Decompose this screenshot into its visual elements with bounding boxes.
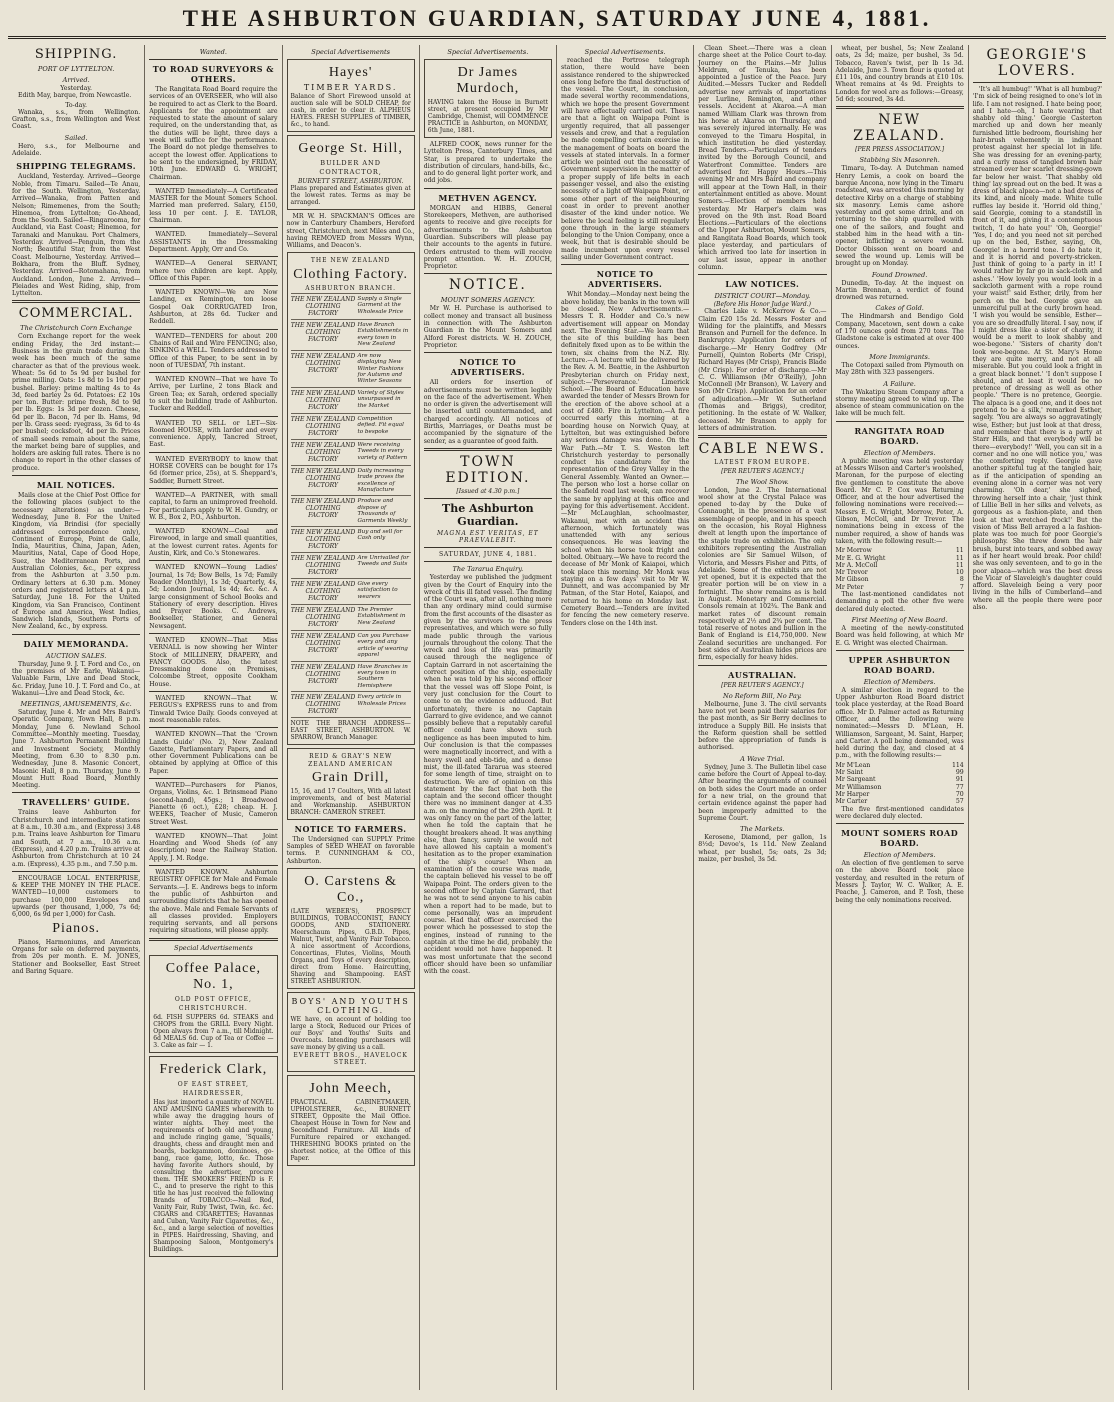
hill-title: George St. Hill, [298,141,403,156]
drill-title: Grain Drill, [311,769,390,785]
vote-row: Mr Sargeant 91 [835,776,964,784]
factory-row: THE NEW ZEALAND CLOTHING FACTORY Have Branch Establishments in every town in New Zealand [291,319,411,350]
hayes-ad [287,59,415,132]
mail-title: MAIL NOTICES. [36,480,116,491]
vote-row: Mr Trevor 10 [835,569,964,577]
press-label: [PER PRESS ASSOCIATION.] [855,146,945,154]
vote-row: Mr M'Lean 114 [835,761,964,769]
law-text: Charles Lake v. McKerrow & Co.—Claim £20 15s 2d. Messrs Foster and Wilding for the plaintiffs, and Messrs Branson and Purnell for the defence. In Bankruptcy. Application for orders of discharge.—Mr Henry Godfrey (Mr Purnell), Quinton Roberts (Mr Crisp), Richard Hayes (Mr Crisp), Francis Blade (Mr Crisp). For order of discharge.—Mr C. C. Williamson (Mr O'Reilly), John McConnell (Mr Branson), W. Lavery and Son (Mr Crisp). Application for an order of adjudication.—Mr W. Sutherland (Thomas and Briggs), creditor, petitioning. In the estate of W. Walker, deceased. Mr Branson to apply for letters of administration. [698,308,827,432]
wanted-ad-10: WANTED KNOWN—Coal and Firewood, in large and small quantities, at the lowest current rates. Agents for Austin, Kirk, and Co.'s Stonewares. [149,528,278,558]
special-title-col3: Special Advertisements [311,48,391,56]
travellers-title: TRAVELLERS' GUIDE. [22,797,131,808]
vote-row: Mr Peter 7 [835,583,964,591]
wanted-ad-15: WANTED—Purchasers for Pianos, Organs, Violins, &c. 1 Brinsmead Piano (second-hand), 45gs.; 1 Broadwood Pianette (6 oct.), £28; cheap. H. J. WEEKS, Teacher of Music, Cameron Street West. [149,782,278,826]
stabbing-text: Timaru, To-day. A Dutchman named Henry Lemis, a cook on board the barque Ancona, now lying in the Timaru roadstead, was arrested this morning by detective Kirby on a charge of stabbing six masonry. Lemis came ashore yesterday and got some drink, and on returning to the ship quarrelled with one of the sailors, and fought and stabbed him in the head with a tin-opener, inflicting a severe wound. Doctor Obisson went on board and sewed the wound up. Lemis will be brought up on Monday. [835,165,964,268]
arrived-today-text: Wanaka, s.s., from Wellington. Grafton, s.s., from Wellington and West Coast. [12,108,141,131]
notice-title: NOTICE. [448,277,527,294]
rangitata-election: Election of Members. [863,448,936,457]
surveyors-text: The Rangitata Road Board require the services of an OVERSEER, who will also be required to act as Clerk to the Board. Applicants for the appointment are requested to state the amount of salary required, on the understanding that, as the duties will be light, three days a week will suffice for the performance. The Board do not pledge themselves to accept the lowest offer. Applications to be sent to the undersigned, by FRIDAY, 10th June. EDWARD G. WRIGHT, Chairman. [149,86,278,181]
hill-addr: BURNETT STREET, ASHBURTON. [298,178,404,185]
rangitata-text: A public meeting was held yesterday at Messrs Wilson and Carter's woolshed, Maronan, for the purpose of electing five gentlemen to constitute the above Board. Mr C. P. Cox was Returning Officer, and at the hour advertised the following nominations were received:—Messrs E. G. Wright, Morrow, Peter, A. Gibson, McColl, and Dr Trevor. The nominations being in excess of the number required, a show of hands was taken, with the following result:— [835,457,964,545]
gold-text: The Hindmarsh and Bendigo Gold Company, Macetown, sent down a cake of 170 ounces gold from 270 tons. The Gladstone cake is estimated at over 400 ounces. [835,313,964,350]
vote-row: Mr E. G. Wright 11 [835,554,964,562]
mount-election: Election of Members. [863,851,936,860]
issue-date: SATURDAY, JUNE 4, 1881. [439,550,537,558]
methven-title: METHVEN AGENCY. [438,192,538,203]
wool-title: The Wool Show. [735,477,789,486]
wanted-ad-3: WANTED—A General SERVANT, where two children are kept. Apply, Office of this Paper. [149,260,278,282]
local-title: NOTICE TO ADVERTISERS. [587,269,663,290]
factory-row: THE NEW ZEALAND CLOTHING FACTORY Were receiving Tweeds in every variety of Pattern [291,439,411,465]
wool-text: London, June 2. The International wool show at the Crystal Palace was opened to-day by the Duke of Connaught, in the presence of a vast assemblage of people, and in his speech on the occasion, his Royal Highness dwelt at length upon the importance of the staple trade on exhibition. The only exhibitors representing the Australian colonies are Sir Samuel Wilson, of Victoria, and Messrs Fisher and Pitts, of Adelaide. Some of the exhibits are not yet opened, but it is expected that the greater portion will be on view in a fortnight. The show remains as is held in August. Monetary and Commercial. Consols remain at 102¾. The Bank and market rates of discount remain respectively at 2½ and 2¾ per cent. The total reserve of notes and bullion in the Bank of England is £14,750,000. New Zealand securities are unchanged. For best sides of Australian hides prices are firm, especially for heavy hides. [698,486,827,662]
vote-row: Mr Saint 99 [835,769,964,777]
georgie-text: 'It's all humbug!' 'What is all humbug?' 'I'm sick of being resigned to one's lot in life. I am not resigned. I hate being poor, and I hate—oh, I hate wearing that shabby old thing.' Georgie Casterton marched up and down her meanly furnished little bedroom, flourishing her hair-brush vehemently in indignant protest against her special lot in life. She was dressing for an evening-party, and a curly mass of tangled brown hair streamed over her scarlet dressing-gown far below her waist. 'That shabby old thing' lay spread out on the bed. It was a dress of black alpaca—not a bad dress of its kind, and nicely made. White tulle ruffles lay beside it. 'Horrid old thing,' said Georgie, coming to a standstill in front of it, and giving it a contemptuous twitch, 'I do hate you!' 'Oh, Georgie!' 'Yes, I do; and you need not sit perched up on the bed, Esther, saying, Oh, Georgie! in a horrid tone. I do hate it, and it is horrid and poverty-stricken. Just think of going to a party in it! I would rather by far go in sack-cloth and ashes.' 'How lovely you would look in a sackcloth garment with a rope round your waist!' said Esther, drily, from her perch on the bed. Georgie gave an unmerciful pull at the curly brown head. 'I wish you would be sensible, Esther—you are so dreadfully literal. I say, now, if I might dress like a sister of charity, it would be a merit to look shabby and woe-begone.' 'Sisters of charity don't look woe-begone. At St. Mary's Home they are quite merry, and not at all miserable. But you could look a fright in a great black bonnet.' 'I don't suppose I should, and at least it would be no pretence of dressing as well as other people.' 'There is no pretence, Georgie. The alpaca is a good one, and it does not pretend to be a silk,' remarked Esther, sagely. 'You are always so aggravatingly wise, Esther; but just look at that dress, and remember that there is a party at Starr Hills, and that everybody will be there—everybody!' 'Well, you can sit in a corner and no one will notice you,' was the comforting reply. Georgie gave another spiteful tug at the tangled hair, as if the anticipation of spending an evening alone in a corner was not very charming. 'Oh dear,' she sighed, throwing herself into a chair, 'just think of Lillie Bell in her silks and velvets, as gorgeous as a fashion-plate, and then look at that wretched frock!' But the vision of Miss Bell arrayed a la fashion-plate was too much for poor Georgie's philosophy. She threw down the hair brush, burst into tears, and sobbed away as if her heart would break. Poor child! she was only seventeen, and to go in the poor alpaca—which was the best dress the Vicar of Slaveleigh's daughter could afford. Slaveleigh being a very poor living in the hills of Cumberland—and where all the people there were poor also. [972,86,1103,612]
upper-votes [836,762,964,806]
wanted-title: Wanted. [199,48,227,56]
rangitata-after: The last-mentioned candidates not demanding a poll the other five were declared duly elected. [835,591,964,613]
wanted-ad-6: WANTED KNOWN—That we have To Arrive, per Lurline, 2 tons Black and Green Tea; ex Sarah, ordered specially to suit the building trade of Ashburton. Tucker and Reddell. [149,376,278,413]
clark-title: Frederick Clark, [159,1061,268,1077]
columns [8,45,1106,1390]
farmers-title: NOTICE TO FARMERS. [294,823,407,834]
carstens-title: O. Carstens & Co., [304,874,397,906]
port-title: PORT OF LYTTELTON. [37,65,115,73]
advertisers-text: All orders for insertion of advertisements must be written legibly on the face of the advertisement. When no order is given the advertisement will be inserted until countermanded, and charged accordingly. All notices of Births, Marriages, or Deaths must be accompanied by the signature of the sender, as a guarantee of good faith. [423,379,552,445]
factory-row: THE NEW ZEALAND CLOTHING FACTORY The Premier Establishment in New Zealand [291,604,411,630]
found-text: Dunedin, To-day. At the inquest on Martin Brennan, a verdict of found drowned was returned. [835,279,964,302]
agency-label: [PER REUTER'S AGENCY.] [721,681,804,689]
auction-title: AUCTION SALES. [45,651,107,660]
factory-row: THE NEW ZEALAND CLOTHING FACTORY Give every satisfaction to wearers [291,578,411,604]
travellers-text: Trains leave Ashburton for Christchurch and intermediate stations at 8 a.m., 10.30 a.m., and (Express) 3.48 p.m. Trains leave Ashburton for Timaru and South, at 7 a.m., 10.36 a.m. (Express), and 4.20 p.m. Trains arrive at Ashburton from Christchurch at 10 24 a.m. (Express), 4.35 p.m., and 7.50 p.m. [12,809,141,868]
wanted-ad-17: WANTED KNOWN. Ashburton REGISTRY OFFICE for Male and Female Servants.—J. E. Andrews begs to inform the public of Ashburton and surrounding districts that he has opened the above. Male and Female Servants of all classes provided. Employers requiring servants, and all persons requiring situations, will please apply. [149,869,278,935]
wanted-ad-2: WANTED. Immediately—Several ASSISTANTS in the Dressmaking Department. Apply, Orr and Co. [149,231,278,253]
wanted-ad-5: WANTED—TENDERS for about 200 Chains of Rail and Wire FENCING; also, SINKING a WELL. Tenders addressed to Office of this Paper, to be sent in by noon of TUESDAY, 7th instant. [149,332,278,369]
vote-row: Mr Harper 70 [835,790,964,798]
meech-ad [287,1075,415,1166]
carstens-text: (LATE WEBER'S), PROSPECT BUILDINGS, TOBACCONIST, FANCY GOODS, AND STATIONERY. Meerschaum Pipes, G.B.D. Pipes, Walnut, Twist, and Vanity Fair Tobacco. A nice assortment of Accordions, Concertinas, Flutes, Violins, Mouth Organs, and Toys of every description, direct from Home. Haircutting, Shaving and Shampooing. EAST STREET ASHBURTON. [290,908,411,986]
hayes-sub: TIMBER YARDS. [303,83,398,92]
mount-somers-agency: MOUNT SOMERS AGENCY. [440,296,536,305]
district-title: DISTRICT COURT—Monday. [714,292,811,301]
boys-title: BOYS' AND YOUTHS CLOTHING. [291,997,410,1016]
rangitata-title: RANGITATA ROAD BOARD. [854,425,945,446]
carstens-ad [287,868,415,989]
motto: MAGNA EST VERITAS, ET PRAEVALEBIT. [436,529,539,544]
daily-title: DAILY MEMORANDA. [23,638,129,649]
today-label: To-day. [65,101,87,109]
wanted-ad-13: WANTED KNOWN—That W. FERGUS's EXPRESS runs to and from Tinwald Twice Daily. Goods conveyed at most reasonable rates. [149,695,278,724]
column-6 [694,45,831,1390]
clothing-factory-ad [287,252,415,745]
vote-row: Mr Morrow 11 [835,547,964,555]
factory-row: THE NEW ZEALAND CLOTHING FACTORY Competition defied. Fit equal to bespoke [291,413,411,439]
murdoch-ad [424,59,552,138]
column-1 [8,45,145,1390]
factory-row: THE NEW ZEALAND CLOTHING FACTORY Are now displaying New Winter Fashions for Autumn and Winter Seasons [291,350,411,387]
coffee-title: Coffee Palace, No. 1, [165,960,262,992]
wanted-ad-14: WANTED KNOWN—That the 'Crown Lands Guide' (No. 2), New Zealand Gazette, Parliamentary Papers, and all other Government Publications can be obtained by applying at Office of this Paper. [149,731,278,775]
clark-sub: OF EAST STREET, HAIRDRESSER, [177,1080,249,1097]
town-sub: [Issued at 4.30 p.m.] [456,487,520,495]
special-title-col4: Special Advertisements. [447,48,529,56]
local-text: Whit Monday.—Monday next being the above holiday, the banks in the town will be closed. New Advertisements.—Messrs T. R. Hodder and Co.'s new advertisement will appear on Monday next. The Evening Star.—We learn that the site of this building has been definitely fixed upon as to be within the town, six chains from the N.Z. Rly. Lecture.—A lecture will be delivered by the Rev. A. M. Beattie, in the Ashburton Presbyterian church on Friday next, subject:—'Perseverance.' Limerick School.—The Board of Education have awarded the tender of Messrs Brown for the erection of the above school at a cost of £480. Fire in Lyttelton.—A fire occurred early this morning at a boarding house on Norwich Quay, at Lyttelton, but was extinguished before any serious damage was done. On the War Path.—Mr T. S. Weston left Christchurch yesterday to personally conduct his candidature for the representation of the Grey Valley in the General Assembly. Wanted an Owner.—The person who lost a horse collar on the Seafield road last week, can recover the same by applying at this office and paying for this advertisement. Accident.—Mr McLaughlan, schoolmaster, Wakanui, met with an accident this afternoon, which fortunately was unattended with any serious consequences. He was leaving the school when his horse took fright and bolted. Obituary.—We have to record the decease of Mr Monk of Kaiapoi, which took place this morning. Mr Monk was staying on a few days' visit to Mr W. Dunnett, and was accompanied by Mr Patman, of the Star Hotel, Kaiapoi, and returned to his home on Monday last. Cemetery Board.—Tenders are invited for fencing the new cemetery reserve. Tenders close on the 14th inst. [561,291,690,627]
factory-row: THE NEW ZEALAND CLOTHING FACTORY Variety of Styles unsurpassed in the Market [291,387,411,413]
stabbing-title: Stabbing Six Masonreh. [859,156,940,165]
auction-text: Thursday, June 9. J. T. Ford and Co., on the premises of Mr Earle, Wakanui—Valuable Farm, Live and Dead Stock, &c. Friday, June 10. J. T. Ford and Co., at Wakanui—Live and Dead Stock, &c. [12,660,141,697]
masthead: THE ASHBURTON GUARDIAN, SATURDAY JUNE 4, 1881. [8,6,1106,39]
boys-clothing-ad [287,992,415,1072]
column-3 [283,45,420,1390]
column-7 [832,45,969,1390]
no-reform-text: Melbourne, June 3. The civil servants have not yet been paid their salaries for the past month, as Sir Berry declines to introduce a Supply Bill. He insists that the Reform question shall be settled before the appropriation of funds is authorised. [698,700,827,752]
nz-title: THE NEW ZEALAND [310,257,391,265]
no-reform-title: No Reform Bill, No Pay. [722,691,802,700]
australian-title: AUSTRALIAN. [728,669,797,680]
farmers-text: The Undersigned can SUPPLY Prime Samples of SEED WHEAT on favorable terms. P. CUNNINGHAM & CO., Ashburton. [286,835,415,865]
upper-election: Election of Members. [863,677,936,686]
new-board-text: A meeting of the newly-constituted Board was held following, at which Mr E. G. Wright was elected Chairman. [835,624,964,647]
town-title: TOWN EDITION. [445,453,531,486]
surveyors-title: TO ROAD SURVEYORS & OTHERS. [152,64,275,84]
hill-text: Plans prepared and Estimates given at the lowest rates. Terms as may be arranged. [290,185,411,206]
murdoch-title: Dr James Murdoch, [456,65,520,96]
meech-title: John Meech, [309,1080,392,1096]
failure-text: The Wakatipu Steam Company after a stormy meeting agreed to wind up. The absence of steam communication on the lake will be much felt. [835,388,964,418]
cable-sub: LATEST FROM EUROPE. [714,459,811,467]
boys-text: WE have, on account of holding too large a Stock, Reduced our Prices of our Boys' and Youths' Suits and Overcoats. Intending purchasers will save money by giving us a call. [290,1016,411,1052]
wanted-ad-11: WANTED KNOWN—Young Ladies' Journal, 1s 7d; Bow Bells, 1s 7d; Family Reader (Monthly), 1s 3d; Quarterly, 4s, 5d; London Journal, 1s 4d; &c. &c. A large consignment of School Books and Stationery of every description. Hives and Prayer Books. C. Andrews, Bookseller, Stationer, and General Newsagent. [149,564,278,630]
factory-row: THE NEW ZEALAND CLOTHING FACTORY Are Unrivalled for Tweeds and Suits [291,552,411,578]
column-2 [145,45,282,1390]
meetings-text: Saturday, June 4. Mr and Mrs Baird's Operatic Company, Town Hall, 8 p.m. Monday, June 6. Newland School Committee—Monthly meeting. Tuesday, June 7. Ashburton Permanent Building and Investment Society, Monthly Meeting, from 6.30 to 8.30 p.m. Wednesday, June 8. Masonic Concert, Masonic Hall, 8 p.m. Thursday, June 9. Mount Hutt Road Board, Monthly Meeting. [12,709,141,790]
failure-title: A Failure. [883,379,916,388]
coffee-palace-ad [149,955,277,1053]
tararua-continued: reached the Portrose telegraph station, there would have been assistance rendered to the shipwrecked ones long before the final destruction of the vessel. The Court, in conclusion, made several worthy recommendations, which we hope the present Government will have effectually carried out. These are that a light on Waipapa Point is urgently required, that all passenger vessels and crew, and that a regulation be made compelling certain exercise in the management of boats on board the vessels at stated intervals. In a former article we pointed out the necessity of Government supervision in the matter of a proper supply of life belts in each passenger vessel, and also the existing necessity of a light off Waipapa Point, or some other part of the neighbouring coast in order to prevent another disaster of the kind under notice. We believe the local feeling is still regularly gone through in the large steamers belonging to the Union Company, once a week, but that is desirable should be made incumbent upon every vessel sailing under Government contract. [561,57,690,262]
special-title-col2: Special Advertisements [173,943,253,952]
mount-text: An election of five gentlemen to serve on the above Board took place yesterday, and resulted in the return of Messrs J. Taylor, W. C. Walker, A. E. Peache, J. Cameron, and P. Tosh, these being the only nominations received. [835,860,964,904]
guardian-title: The Ashburton Guardian. [442,501,534,528]
factory-row: THE NEW ZEALAND CLOTHING FACTORY Supply a Single Garment at the Wholesale Price [291,293,411,319]
special-title-col5: Special Advertisements. [584,48,666,56]
clothing-title: Clothing Factory. [293,266,409,282]
markets-text: Kerosene, Diamond, per gallon, 1s 8½d; Devoe's, 1s 11d. New Zealand wheat, per bushel, 5s; oats, 2s 3d; maize, per bushel, 3s 5d. [698,834,827,864]
factory-row: THE NEW ZEALAND CLOTHING FACTORY Daily increasing trade proves the excellence of Manufacture [291,465,411,496]
coffee-sub: OLD POST OFFICE, CHRISTCHURCH. [174,995,252,1012]
factory-row: THE NEW ZEALAND CLOTHING FACTORY Buy and sell for Cash only [291,526,411,552]
wanted-ad-4: WANTED KNOWN—We are Now Landing, ex Remington, ton loose Gospel Oak CORRUGATED Iron, Ashburton, at 28s 6d. Tucker and Reddell. [149,289,278,326]
advertisers-title: NOTICE TO ADVERTISERS. [450,357,526,378]
gold-title: Cakes of Gold. [875,304,924,313]
clark-ad [149,1056,277,1257]
hill-sub: BUILDER AND CONTRACTOR, [319,159,382,176]
sailed-label: Sailed. [64,133,88,142]
grain-drill-ad [287,748,415,820]
vote-row: Mr A. McColl 11 [835,561,964,569]
mail-text: Mails close at the Chief Post Office for the following places (subject to the necessary alterations) as under:— Wednesday, June 8. For the United Kingdom, via Brindisi (for specially addressed correspondence only), Continent of Europe, Point de Galle, India, Mauritius, China, Japan, Aden, Mauritius, Natal, Cape of Good Hope, Suez, the Mediterranean Ports, and Australian Colonies, &c., per express from the Ashburton at 3.50 p.m. Ordinary letters at 6.30 p.m. Money orders and registered letters at 4 p.m. Saturday, June 18. For the United Kingdom, via San Francisco, Continent of Europe and America, West Indies, Sandwich Islands, Southern Ports of New Zealand, &c., by express. [12,492,141,631]
law-title: LAW NOTICES. [725,279,800,290]
tirade-title: A Wave Trial. [740,754,785,763]
tararua-title: The Tararua Enquiry. [452,565,524,574]
wanted-ad-12: WANTED KNOWN—That Miss VERNALL is now showing her Winter Stock of MILLINERY, DRAPERY, and FANCY GOODS. Also, the latest Dressmaking done on Premises, Colcombe Street, opposite Cookham House. [149,637,278,688]
factory-row: THE NEW ZEALAND CLOTHING FACTORY Can you Purchase every and any article of wearing apparel [291,630,411,661]
rangitata-votes [836,547,964,591]
immigrants-title: More Immigrants. [869,352,931,361]
telegrams-title: SHIPPING TELEGRAMS. [16,161,137,172]
new-board-title: First Meeting of New Board. [851,615,948,624]
upper-text: A similar election in regard to the Upper Ashburton Road Board district took place yesterday, at the Road Board office. Mr D. Palmer acted as Returning Officer, and the following were nominated:—Messrs D. M'Lean, H. Williamson, Sargeant, M. Saint, Harper, and Carter. A poll being demanded, was held during the day, and closed at 4 p.m., with the following results:— [835,686,964,760]
factory-row: THE NEW ZEALAND CLOTHING FACTORY Have Branches in every town in Southern Hemisphere [291,661,411,692]
column-8 [969,45,1106,1390]
column-5 [557,45,694,1390]
pianos-title: Pianos. [52,920,101,936]
georgie-title: GEORGIE'S LOVERS. [986,47,1089,79]
vote-row: Mr Carter 57 [835,798,964,806]
sailed-text: Hero, s.s., for Melbourne and Adelaide. [12,142,141,158]
hill-ad [287,135,415,210]
commercial-title: COMMERCIAL. [18,306,134,322]
pianos-text: Pianos, Harmoniums, and American Organs for sale on deferred payments, from 20s per month. E. M. JONES, Stationer and Bookseller, East Street and Baring Square. [12,938,141,975]
cable-title: CABLE NEWS. [698,441,827,458]
coffee-text: 6d. FISH SUPPERS 6d. STEAKS and CHOPS from the GRILL Every Night. Open always from 7 a.m., till Midnight. 6d MEALS 6d. Cup of Tea or Coffee — 3. Cake as fair — 1. [153,1013,274,1049]
factory-footer: NOTE THE BRANCH ADDRESS— EAST STREET, ASHBURTON. W. SPARROW, Branch Manager. [291,717,411,741]
drill-head: REID & GRAY'S NEW ZEALAND AMERICAN [308,753,394,768]
arrived-text: Edith May, barque, from Newcastle. [18,92,132,100]
clark-text: Has just imported a quantity of NOVEL AND AMUSING GAMES wherewith to while away the dragging hours of winter nights. They meet the requirements of both old and young, and include ringing game, 'Squails,' draughts, chess and draught men and boards, backgammon, dominoes, go-bang, race game, lotto, &c. Those having favorite Authors should, by consulting the advertiser, procure them. THE SMOKERS' FRIEND is F. C., and to preserve the right to this title he has just received the following Brands of TOBACCO:—Nail Rod, Vanity Fair, Ruby Twist, Twin, &c. &c. CIGARS and CIGARETTES; Havannas and Cuban, Vanity Fair Cigarettes, &c., &c., and a large selection of novelties in PIPES. Hairdressing, Shaving, and Shampooing Saloon, Montgomery's Buildings. [153,1098,274,1253]
markets-title: The Markets. [740,825,785,834]
everett-label: EVERETT BROS., HAVELOCK STREET. [293,1052,408,1067]
factory-row: THE NEW ZEALAND CLOTHING FACTORY Produce and dispose of Thousands of Garments Weekly [291,495,411,526]
wanted-ad-16: WANTED KNOWN—That Joint Hoarding and Wood Sheds (of any description) near the Railway Station. Apply, J. M. Rodge. [149,832,278,862]
wanted-ad-8: WANTED EVERYBODY to know that HORSE COVERS can be bought for 17s 6d (former price, 25s), at S. Sheppard's, Saddler, Burnett Street. [149,455,278,485]
notice-text: Mr W. H. Purchase is authorised to collect money and transact all business in connection with The Ashburton Guardian in the Mount Somers and Alford Forest districts. W. H. ZOUCH, Proprietor. [423,305,552,349]
column-4 [420,45,557,1390]
methven-text: MORGAN and HIBBS, General Storekeepers, Methven, are authorised agents to receive and give receipts for advertisements to the Ashburton Guardian. Subscribers will please pay their accounts to the agents in future. Orders entrusted to them will receive prompt attention. W. H. ZOUCH, Proprietor. [423,204,552,271]
hayes-title: Hayes' [328,65,373,80]
markets-continued: wheat, per bushel, 5s; New Zealand oats, 2s 3d; maize, per bushel, 3s 5d. Tobacco, Raven's twist, per lb 1s 3d. Adelaide, June 3. Town flour is quoted at £11 10s, and country brands at £10 10s. Wheat remains at 4s 9d. Freights to London for wool are as follows:—Greasy, 5d 6d; scoured, 3s 4d. [835,45,964,104]
meech-text: PRACTICAL CABINETMAKER, UPHOLSTERER, &c., BURNETT STREET, Opposite the Mail Office. Cheapest House in Town for New and Secondhand Furniture. All kinds of Furniture repaired or exchanged. THRESHING BOOKS printed on the shortest notice, at the Office of this Paper. [290,1098,411,1162]
local-continued: Clean Sheet.—There was a clean charge sheet at the Police Court to-day. Journey on the Plains.—Mr Julius Meldrum, of Tenuka, has been appointed a Justice of the Peace. Jury Audited.—Messrs Tucker and Reddell advertise new arrivals of importations per Lurline, Remington, and other vessels. Accident at Akaroa.—A man named William Clark was thrown from his horse at Akaroa on Thursday, and was severely injured internally. He was conveyed to the Timaru Hospital, in which institution he died yesterday. Bread Tenders.—Particulars of tenders invited by the Borough Council, and Waterfront Committee. Tenders are advertised for. Happy Hours.—This evening Mr and Mrs Baird and company will appear at the Town Hall, in their entertainment entitled as above. Mount Somers.—Election of members held yesterday. Mr Harper's claim was proved on the 9th inst. Road Board Elections.—Particulars of the elections of the Upper Ashburton, Mount Somers, and Rangitata Road Boards, which took place yesterday, and particulars of which arrived too late for insertion in our last issue, appear in another column. [698,45,827,271]
vote-row: Mr Gibson 8 [835,576,964,584]
hayes-text: Balance of Short Firewood unsold at auction sale will be SOLD CHEAP, for cash, in order to clear it. ALPHEUS HAYES. FRESH SUPPLIES of TIMBER, &c., to hand. [290,93,411,128]
mount-title: MOUNT SOMERS ROAD BOARD. [841,828,959,849]
corn-text: Corn Exchange report for the week ending Friday, the 3rd instant:—Business in the grain trade during the week has been much of the same character as that of the previous week. Wheat: 5s 6d to 5s 9d per bushel for prime milling. Oats: 1s 8d to 1s 10d per bushel. Barley: prime malting 4s to 4s 3d, feed barley 2s 6d. Potatoes: £2 10s per ton. Butter: prime fresh, 8d to 9d per lb. Eggs: 1s 3d per dozen. Cheese, 6d per lb. Bacon, 7d per lb. Hams, 9d per lb. Grass seed: ryegrass, 3s 6d to 4s per bushel; cocksfoot, 4d per lb. Prices of small seeds remain about the same, the market being bare of supplies, and holders are asking full rates. There is no change to report in the other classes of produce. [12,333,141,472]
factory-row: THE NEW ZEALAND CLOTHING FACTORY Every article in Wholesale Prices [291,691,411,717]
vote-row: Mr Williamson 77 [835,783,964,791]
yesterday-label: Yesterday. [60,85,93,92]
found-title: Found Drowned. [871,270,928,279]
drill-text: 15, 16, and 17 Coulters, With all latest improvements, and of best Material and Workmanship. ASHBURTON BRANCH: CAMERON STREET. [290,787,411,816]
immigrants-text: The Cotopaxi sailed from Plymouth on May 28th with 323 passengers. [835,361,964,377]
wanted-ad-9: WANTED—A PARTNER, with small capital, to farm an unimproved freehold. For particulars apply to W. H. Gundry, or W. B., Box 2, P.O., Ashburton. [149,491,278,521]
tirade-text: Sydney, June 3. The Bulletin libel case came before the Court of Appeal to-day. After hearing the arguments of counsel on both sides the Court made an order for a new trial, on the ground that certain evidence against the paper had been improperly admitted to the Supreme Court. [698,763,827,822]
corn-title: The Christchurch Corn Exchange [20,324,133,333]
shipping-title: SHIPPING. [34,47,118,62]
wanted-ad-1: WANTED Immediately—A Certificated MASTER for the Mount Somers School. Married man preferred. Salary, £150, less 10 per cent. J. E. TAYLOR, Chairman. [149,187,278,225]
nz-news-title: NEW ZEALAND. [853,112,947,145]
judge-label: (Before His Honor Judge Ward.) [713,301,812,309]
upper-after: The five first-mentioned candidates were declared duly elected. [835,805,964,820]
wanted-ad-7: WANTED TO SELL or LET—Six-Roomed HOUSE, with larder and every convenience. Apply, Tancred Street, East. [149,419,278,449]
spackman-text: MR W. H. SPACKMAN'S Offices are now in Canterbury Chambers, Hereford street, Christchurch, next Miles and Co., having REMOVED from Messrs Wynn, Williams, and Deacon's. [286,213,415,250]
cook-text: ALFRED COOK, news runner for the Lyttelton Press, Canterbury Times, and Star, is prepared to undertake the distribution of circulars, hand-bills, &c., and to do general light porter work, and odd jobs. [423,141,552,185]
reuters-label: [PER REUTER'S AGENCY.] [721,467,804,475]
telegrams-text: Auckland, Yesterday. Arrived—George Noble, from Timaru. Sailed—Te Anau, for the South. Wellington, Yesterday. Arrived—Wanaka, from Patten and Nelson; Rimemenes, from the South; Hinemoa, from Lyttelton; Go-Ahead, from the South. Sailed—Ringarooma, for Auckland, via East Coast; Hinemoa, for Taranaki and Manukau. Port Chalmers, Yesterday. Arrived—Penguin, from the North; Beautiful Star, from the West Coast. Melbourne, Yesterday. Arrived—Bokhara, from the Bluff. Sydney, Yesterday. Arrived—Rotomahana, from Auckland. London, June 2. Arrived—Pleiades and West Riding, ship, from Lyttelton. [12,173,141,298]
meetings-title: MEETINGS, AMUSEMENTS, &c. [20,700,132,709]
arrived-label: Arrived. [62,76,90,84]
murdoch-text: HAVING taken the House in Burnett street, at present occupied by Mr Cambridge, Chemist, will COMMENCE PRACTICE in Ashburton, on MONDAY, 6th June, 1881. [427,99,548,134]
upper-title: UPPER ASHBURTON ROAD BOARD. [848,654,951,675]
branch-label: ASHBURTON BRANCH. [305,284,397,292]
encourage-text: ENCOURAGE LOCAL ENTERPRISE, & KEEP THE MONEY IN THE PLACE. WANTED—10,000 customers to purchase 100,000 Envelopes and upwards (per thousand, 1,000, 7s 6d; 6,000, 6s 9d per 1,000) for Cash. [12,874,141,919]
tararua-text: Yesterday we published the judgment given by the Court of Enquiry into the wreck of this ill fated vessel. The finding of the Court was, after all, nothing more than any ordinary mind could surmise from the first accounts of the disaster as given by the survivors to the press representatives, and which were so fully made public through the various journals throughout the colony. That the wreck and loss of life was primarily caused through the negligence of Captain Garrard in not ascertaining the correct position of the ship, especially when he was told by his second officer that the vessel was off Slope Point, is very just conclusion for the Court to come to on the evidence adduced. But unfortunately, there is no Captain Garrard to give evidence, and we cannot possibly believe that a reputably careful officer could have shown such negligence as has been imputed to him. Our conclusion is that the compasses were magnetically incorrect, and with a heavy swell and ebb-tide, and a dense mist, the ill-fated Tararua was steered for some length of time, straight on to destruction. We are of opinion on this statement by the fact that both the captain and the second officer thought there was no imminent danger at 4.35 a.m. on the morning of the 29th April. It was only fancy on the part of the latter, when he told the captain that he thought breakers ahead. It was anything else, than fancy, surely he would not have allowed his captain a moment's hesitation as to the proper examination of the ship's course! When an examination of the course was made, the captain believed his vessel to be off Waipapa Point. The orders given to the second officer by Captain Garrard, that he was not to send anyone to his cabin when a report had to be made, but to come personally, was an imprudent course. Had that officer exercised the power which he possessed to stop the engines, instead of running to the captain at the time he did, probably the accident would not have happened. It was most unfortunate that the second officer should have been so unfamiliar with the coast. [423,574,552,976]
